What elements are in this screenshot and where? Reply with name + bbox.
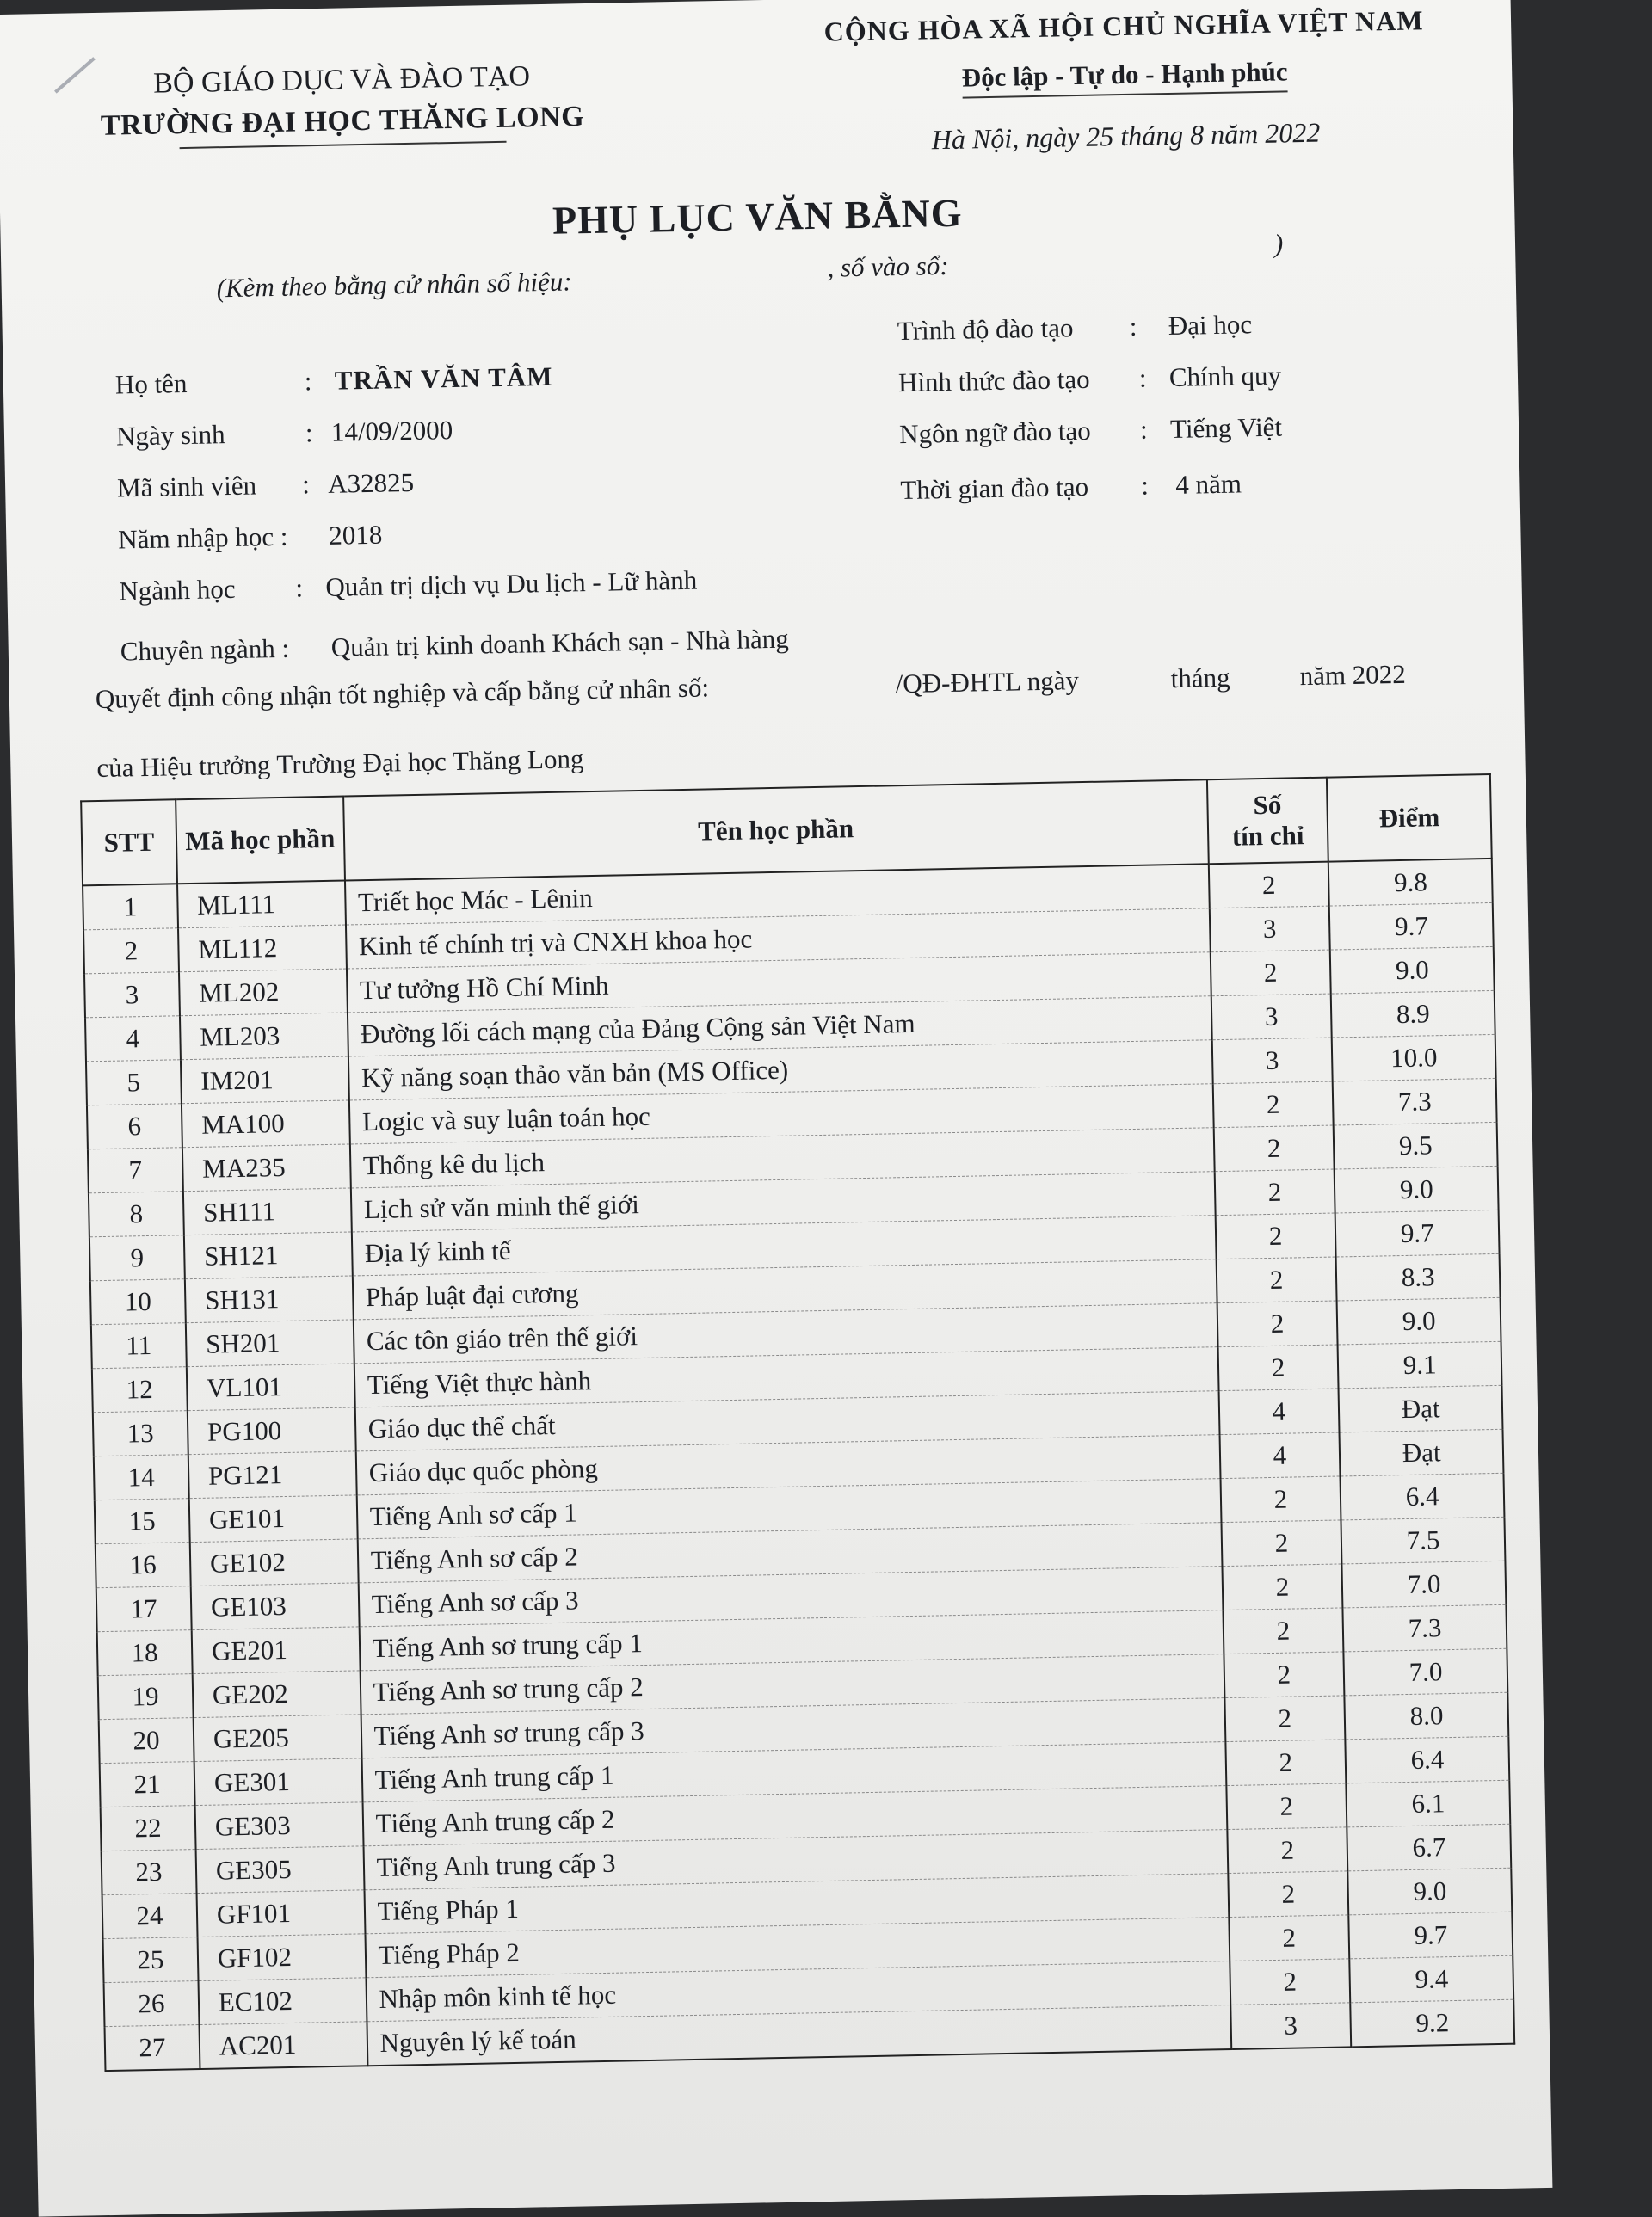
info-student-id bbox=[117, 467, 415, 504]
row-grade: 9.4 bbox=[1350, 1955, 1514, 2003]
row-course-code: GF102 bbox=[197, 1934, 366, 1981]
row-credits: 2 bbox=[1210, 950, 1331, 996]
student-id-label: Mã sinh viên bbox=[116, 470, 257, 503]
row-stt: 27 bbox=[105, 2025, 200, 2072]
row-credits: 4 bbox=[1219, 1432, 1341, 1479]
row-course-name: Tiếng Anh sơ cấp 2 bbox=[357, 1523, 1222, 1583]
row-grade: 8.9 bbox=[1331, 990, 1495, 1038]
row-credits: 2 bbox=[1215, 1213, 1336, 1259]
row-stt: 15 bbox=[95, 1499, 190, 1544]
row-credits: 2 bbox=[1214, 1169, 1335, 1216]
colon: : bbox=[301, 469, 311, 500]
row-course-name: Tư tưởng Hồ Chí Minh bbox=[347, 952, 1211, 1013]
row-course-code: GE305 bbox=[195, 1846, 364, 1894]
row-credits: 2 bbox=[1208, 862, 1329, 908]
duration-label: Thời gian đào tạo bbox=[900, 471, 1089, 506]
row-grade: Đạt bbox=[1339, 1385, 1503, 1432]
form-label: Hình thức đào tạo bbox=[897, 363, 1090, 398]
row-stt: 7 bbox=[88, 1148, 183, 1193]
row-course-name: Thống kê du lịch bbox=[349, 1128, 1214, 1188]
row-course-code: SH131 bbox=[185, 1276, 354, 1323]
row-course-name: Nhập môn kinh tế học bbox=[366, 1961, 1230, 2022]
row-stt: 17 bbox=[96, 1586, 192, 1632]
row-stt: 19 bbox=[98, 1674, 194, 1720]
ministry-name: BỘ GIÁO DỤC VÀ ĐÀO TẠO bbox=[152, 60, 531, 100]
colon: : bbox=[305, 417, 313, 448]
row-stt: 9 bbox=[89, 1235, 185, 1281]
row-credits: 3 bbox=[1209, 906, 1330, 952]
row-stt: 21 bbox=[100, 1762, 195, 1807]
row-grade: 6.1 bbox=[1347, 1780, 1511, 1827]
row-course-name: Logic và suy luận toán học bbox=[349, 1084, 1214, 1144]
row-stt: 23 bbox=[102, 1850, 197, 1895]
decision-text: Quyết định công nhận tốt nghiệp và cấp bằng cử nhân số: bbox=[95, 672, 710, 715]
dob-label: Ngày sinh bbox=[115, 419, 225, 452]
row-course-name: Tiếng Anh sơ trung cấp 3 bbox=[361, 1698, 1225, 1758]
row-stt: 10 bbox=[90, 1279, 186, 1325]
row-credits: 2 bbox=[1221, 1520, 1342, 1567]
row-stt: 3 bbox=[84, 972, 180, 1018]
row-stt: 5 bbox=[86, 1060, 182, 1105]
row-course-code: GE303 bbox=[194, 1802, 363, 1850]
row-course-name: Đường lối cách mạng của Đảng Cộng sản Việt Nam bbox=[348, 996, 1212, 1056]
row-credits: 3 bbox=[1230, 2003, 1352, 2049]
row-credits: 2 bbox=[1217, 1301, 1338, 1347]
enroll-year: 2018 bbox=[328, 519, 383, 551]
info-major bbox=[119, 565, 697, 607]
row-course-name: Tiếng Anh sơ trung cấp 2 bbox=[360, 1654, 1224, 1715]
row-stt: 12 bbox=[92, 1367, 188, 1413]
major-label: Ngành học bbox=[119, 573, 236, 607]
row-stt: 4 bbox=[85, 1016, 181, 1062]
row-course-name: Tiếng Anh sơ trung cấp 1 bbox=[359, 1610, 1224, 1671]
row-course-name: Lịch sử văn minh thế giới bbox=[350, 1172, 1215, 1232]
row-grade: 9.8 bbox=[1328, 859, 1493, 906]
header-grade: Điểm bbox=[1327, 774, 1492, 862]
row-credits: 2 bbox=[1225, 1740, 1347, 1786]
row-credits: 2 bbox=[1217, 1345, 1339, 1391]
row-course-name: Nguyên lý kế toán bbox=[367, 2005, 1231, 2066]
row-stt: 2 bbox=[83, 928, 179, 974]
row-grade: 9.7 bbox=[1349, 1912, 1513, 1959]
row-grade: 9.0 bbox=[1335, 1166, 1499, 1213]
row-course-name: Tiếng Anh trung cấp 3 bbox=[363, 1830, 1228, 1890]
row-course-code: GE103 bbox=[191, 1583, 360, 1630]
specialization-label: Chuyên ngành : bbox=[120, 632, 290, 667]
row-course-code: PG100 bbox=[188, 1407, 356, 1455]
decision-month: tháng bbox=[1170, 662, 1230, 694]
row-grade: 10.0 bbox=[1332, 1034, 1496, 1081]
colon: : bbox=[1138, 362, 1147, 393]
row-grade: 7.3 bbox=[1333, 1078, 1497, 1125]
row-credits: 2 bbox=[1223, 1608, 1344, 1654]
row-course-code: SH111 bbox=[183, 1188, 352, 1235]
row-stt: 11 bbox=[91, 1323, 187, 1369]
info-enroll-year bbox=[118, 520, 383, 556]
row-stt: 1 bbox=[83, 884, 178, 930]
national-header bbox=[771, 0, 1479, 167]
row-credits: 2 bbox=[1213, 1125, 1335, 1172]
attachment-close: ) bbox=[1273, 228, 1284, 259]
row-grade: 8.0 bbox=[1345, 1692, 1509, 1740]
row-grade: 9.1 bbox=[1338, 1341, 1502, 1389]
row-course-code: ML202 bbox=[179, 969, 348, 1016]
row-course-code: PG121 bbox=[188, 1451, 357, 1499]
row-course-code: SH201 bbox=[186, 1320, 354, 1367]
row-grade: 6.7 bbox=[1347, 1824, 1512, 1871]
row-grade: 7.5 bbox=[1341, 1517, 1506, 1564]
info-duration bbox=[900, 468, 1242, 506]
row-course-code: ML112 bbox=[178, 925, 347, 972]
row-course-code: GE201 bbox=[192, 1627, 361, 1674]
school-name: TRƯỜNG ĐẠI HỌC THĂNG LONG bbox=[100, 101, 585, 142]
info-level bbox=[897, 309, 1253, 347]
row-course-code: GE101 bbox=[189, 1495, 358, 1543]
row-course-code: ML111 bbox=[177, 881, 346, 928]
row-credits: 2 bbox=[1222, 1564, 1343, 1610]
row-stt: 8 bbox=[89, 1192, 184, 1237]
row-course-name: Tiếng Anh trung cấp 1 bbox=[361, 1742, 1226, 1802]
header-course-name: Tên học phần bbox=[343, 779, 1209, 880]
info-language bbox=[899, 412, 1283, 451]
row-grade: 6.4 bbox=[1341, 1473, 1505, 1520]
row-grade: 7.0 bbox=[1342, 1561, 1507, 1608]
language-label: Ngôn ngữ đào tạo bbox=[898, 415, 1092, 450]
row-course-name: Địa lý kinh tế bbox=[351, 1216, 1216, 1276]
header-credits-line1: Số bbox=[1253, 789, 1282, 821]
specialization: Quản trị kinh doanh Khách sạn - Nhà hàng bbox=[330, 623, 790, 662]
row-stt: 20 bbox=[99, 1718, 194, 1764]
row-credits: 2 bbox=[1226, 1783, 1347, 1830]
republic-name: CỘNG HÒA XÃ HỘI CHỦ NGHĨA VIỆT NAM bbox=[823, 4, 1424, 47]
row-credits: 2 bbox=[1229, 1915, 1350, 1961]
row-course-code: VL101 bbox=[187, 1364, 355, 1411]
row-course-name: Tiếng Việt thực hành bbox=[354, 1347, 1218, 1407]
row-grade: 6.4 bbox=[1346, 1736, 1510, 1783]
header-credits bbox=[1207, 778, 1329, 865]
row-course-code: AC201 bbox=[199, 2022, 367, 2069]
row-grade: 9.5 bbox=[1334, 1122, 1498, 1169]
row-grade: 7.0 bbox=[1344, 1648, 1508, 1696]
decision-issuer: của Hiệu trưởng Trường Đại học Thăng Long bbox=[96, 743, 584, 784]
row-credits: 3 bbox=[1211, 994, 1332, 1040]
row-stt: 26 bbox=[104, 1981, 200, 2027]
row-course-name: Tiếng Anh trung cấp 2 bbox=[362, 1786, 1227, 1846]
row-credits: 3 bbox=[1211, 1038, 1333, 1084]
row-course-name: Tiếng Anh sơ cấp 1 bbox=[356, 1479, 1221, 1539]
grades-body bbox=[83, 859, 1514, 2071]
row-course-code: EC102 bbox=[198, 1978, 367, 2025]
issue-date: Hà Nội, ngày 25 tháng 8 năm 2022 bbox=[931, 116, 1321, 156]
info-specialization bbox=[120, 624, 789, 668]
row-course-code: MA235 bbox=[182, 1144, 351, 1192]
header-stt: STT bbox=[81, 799, 177, 885]
row-grade: 8.3 bbox=[1336, 1253, 1501, 1301]
colon: : bbox=[1141, 470, 1150, 501]
row-grade: 9.7 bbox=[1329, 902, 1494, 950]
header-credits-line2: tín chỉ bbox=[1231, 820, 1304, 852]
grades-table bbox=[80, 773, 1515, 2072]
row-grade: 9.0 bbox=[1337, 1297, 1501, 1345]
row-course-name: Giáo dục thể chất bbox=[354, 1391, 1219, 1451]
student-id: A32825 bbox=[327, 466, 415, 499]
row-course-code: GE301 bbox=[194, 1758, 362, 1806]
student-dob: 14/09/2000 bbox=[330, 415, 453, 447]
row-course-code: GF101 bbox=[196, 1890, 365, 1937]
row-course-name: Tiếng Pháp 1 bbox=[364, 1874, 1229, 1934]
row-course-code: IM201 bbox=[181, 1056, 349, 1104]
row-stt: 13 bbox=[93, 1411, 188, 1456]
name-label: Họ tên bbox=[114, 367, 188, 400]
row-stt: 22 bbox=[101, 1806, 196, 1851]
colon: : bbox=[1129, 311, 1137, 342]
row-course-name: Các tôn giáo trên thế giới bbox=[353, 1303, 1217, 1364]
row-course-name: Triết học Mác - Lênin bbox=[345, 864, 1210, 925]
row-stt: 18 bbox=[97, 1630, 193, 1676]
training-level: Đại học bbox=[1168, 309, 1253, 342]
attachment-line bbox=[216, 228, 1284, 304]
student-name: TRẦN VĂN TÂM bbox=[334, 360, 553, 396]
row-credits: 2 bbox=[1228, 1871, 1349, 1918]
row-course-name: Tiếng Pháp 2 bbox=[365, 1918, 1230, 1978]
colon: : bbox=[295, 572, 304, 603]
row-course-code: SH121 bbox=[184, 1232, 353, 1279]
row-credits: 2 bbox=[1224, 1652, 1345, 1698]
row-stt: 24 bbox=[102, 1894, 198, 1939]
row-credits: 2 bbox=[1230, 1959, 1351, 2005]
row-stt: 25 bbox=[103, 1937, 199, 1983]
national-motto: Độc lập - Tự do - Hạnh phúc bbox=[961, 52, 1288, 98]
row-grade: 9.7 bbox=[1335, 1210, 1500, 1257]
row-stt: 16 bbox=[96, 1543, 191, 1588]
row-course-code: ML203 bbox=[180, 1013, 348, 1060]
row-course-name: Giáo dục quốc phòng bbox=[355, 1435, 1220, 1495]
decision-year: năm 2022 bbox=[1299, 658, 1407, 692]
row-grade: 7.3 bbox=[1343, 1604, 1507, 1652]
row-credits: 2 bbox=[1224, 1696, 1346, 1742]
attachment-register-label: , số vào sổ: bbox=[827, 249, 949, 283]
level-label: Trình độ đào tạo bbox=[897, 312, 1074, 347]
colon: : bbox=[304, 366, 312, 397]
row-grade: 9.0 bbox=[1348, 1868, 1513, 1915]
document-title: PHỤ LỤC VĂN BẰNG bbox=[552, 190, 963, 243]
colon: : bbox=[1139, 414, 1149, 445]
info-dob bbox=[116, 415, 453, 453]
row-stt: 6 bbox=[87, 1104, 182, 1149]
attachment-serial-label: (Kèm theo bằng cử nhân số hiệu: bbox=[216, 266, 572, 304]
training-language: Tiếng Việt bbox=[1169, 411, 1283, 445]
row-grade: Đạt bbox=[1340, 1429, 1504, 1476]
enroll-year-label: Năm nhập học : bbox=[117, 520, 288, 555]
row-course-code: GE205 bbox=[193, 1715, 361, 1762]
row-credits: 2 bbox=[1227, 1827, 1348, 1874]
row-course-code: MA100 bbox=[182, 1100, 350, 1148]
training-form: Chính quy bbox=[1168, 360, 1282, 393]
row-grade: 9.0 bbox=[1330, 946, 1495, 994]
row-stt: 14 bbox=[94, 1455, 189, 1500]
major: Quản trị dịch vụ Du lịch - Lữ hành bbox=[325, 564, 698, 602]
row-credits: 4 bbox=[1218, 1389, 1340, 1435]
row-course-name: Tiếng Anh sơ cấp 3 bbox=[358, 1567, 1223, 1627]
info-name bbox=[115, 361, 553, 401]
row-course-code: GE202 bbox=[192, 1671, 361, 1718]
training-duration: 4 năm bbox=[1174, 468, 1242, 500]
issuer-header bbox=[75, 54, 610, 151]
row-credits: 2 bbox=[1212, 1081, 1334, 1128]
row-course-name: Kỹ năng soạn thảo văn bản (MS Office) bbox=[348, 1040, 1213, 1100]
row-credits: 2 bbox=[1216, 1257, 1337, 1303]
row-course-name: Pháp luật đại cương bbox=[352, 1259, 1217, 1320]
decision-code: /QĐ-ĐHTL ngày bbox=[895, 665, 1080, 699]
row-grade: 9.2 bbox=[1351, 1999, 1515, 2047]
row-credits: 2 bbox=[1220, 1476, 1341, 1523]
info-form bbox=[898, 360, 1282, 399]
row-course-code: GE102 bbox=[190, 1539, 359, 1586]
header-course-code: Mã học phần bbox=[176, 797, 345, 884]
row-course-name: Kinh tế chính trị và CNXH khoa học bbox=[346, 908, 1211, 969]
